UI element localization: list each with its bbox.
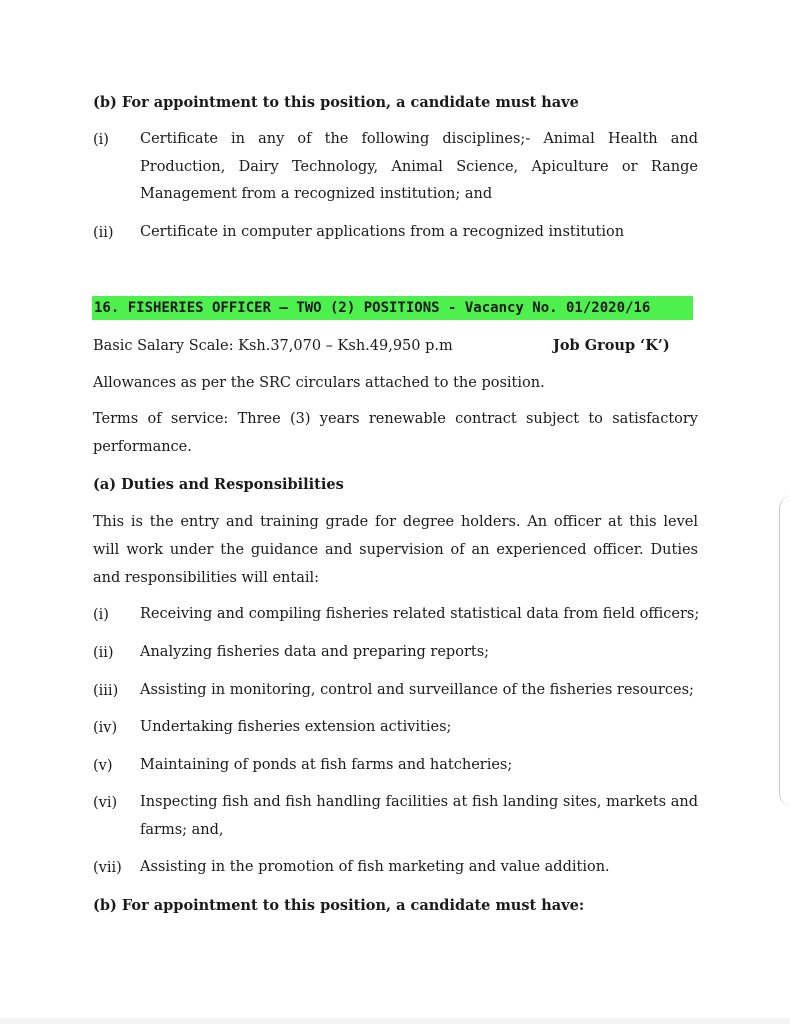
duty-number: (i) [93, 607, 109, 623]
job-group: Job Group ‘K’) [553, 337, 670, 354]
duty-number: (iii) [93, 683, 119, 699]
duty-number: (ii) [93, 645, 114, 661]
previous-requirement-number: (i) [93, 132, 109, 148]
duty-number: (iv) [93, 720, 118, 736]
duty-text: Maintaining of ponds at fish farms and hatcheries; [140, 757, 513, 773]
previous-requirements-heading: (b) For appointment to this position, a candidate must have [93, 94, 579, 111]
duty-text: Inspecting fish and fish handling facilities at fish landing sites, markets and farms; and, [140, 794, 698, 838]
allowances-text: Allowances as per the SRC circulars attached to the position. [93, 375, 545, 391]
requirements-heading: (b) For appointment to this position, a candidate must have: [93, 897, 585, 914]
duty-text: Assisting in monitoring, control and surveillance of the fisheries resources; [140, 682, 694, 698]
previous-requirement-text: Certificate in computer applications from a recognized institution [140, 224, 625, 240]
duties-intro: This is the entry and training grade for degree holders. An officer at this level will work under the guidance and supervision of an experienced officer. Duties and responsibilities will entail: [93, 514, 698, 586]
page-scroll-edge [779, 495, 790, 807]
previous-requirement-text: Certificate in any of the following disciplines;- Animal Health and Production, Dairy Technology, Animal Science, Apiculture or Range Management from a recognized institution; and [140, 131, 698, 202]
previous-requirement-number: (ii) [93, 225, 114, 241]
duty-text: Analyzing fisheries data and preparing reports; [140, 644, 490, 660]
duty-text: Undertaking fisheries extension activities; [140, 719, 452, 735]
terms-of-service: Terms of service: Three (3) years renewable contract subject to satisfactory performance. [93, 411, 698, 455]
section-heading: 16. FISHERIES OFFICER – TWO (2) POSITIONS - Vacancy No. 01/2020/16 [94, 300, 651, 316]
duty-text: Assisting in the promotion of fish marketing and value addition. [140, 859, 610, 875]
page-bottom-edge [0, 1018, 790, 1024]
duties-heading: (a) Duties and Responsibilities [93, 476, 344, 493]
duty-number: (v) [93, 758, 113, 774]
duty-number: (vi) [93, 795, 118, 811]
salary-scale: Basic Salary Scale: Ksh.37,070 – Ksh.49,950 p.m [93, 338, 453, 354]
duty-text: Receiving and compiling fisheries related statistical data from field officers; [140, 606, 700, 622]
duty-number: (vii) [93, 860, 122, 876]
